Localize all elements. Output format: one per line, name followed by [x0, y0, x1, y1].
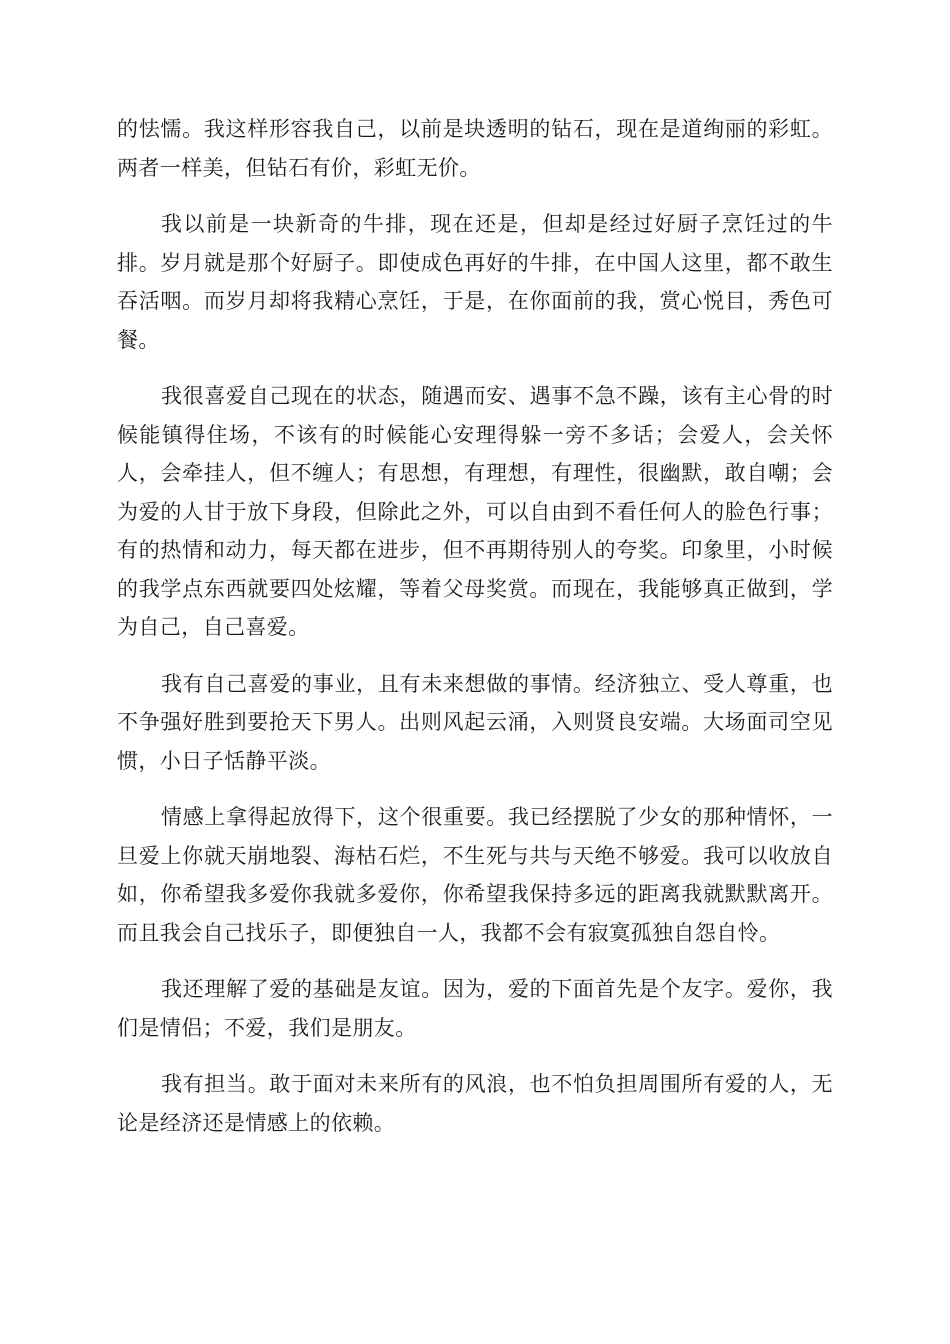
document-body	[117, 110, 833, 1160]
paragraph-2: 我以前是一块新奇的牛排，现在还是，但却是经过好厨子烹饪过的牛排。岁月就是那个好厨子。即使成色再好的牛排，在中国人这里，都不敢生吞活咽。而岁月却将我精心烹饪，于是，在你面前的我，赏心悦目，秀色可餐。	[117, 212, 833, 352]
paragraph-7: 我有担当。敢于面对未来所有的风浪，也不怕负担周围所有爱的人，无论是经济还是情感上的依赖。	[117, 1072, 833, 1135]
paragraph-5: 情感上拿得起放得下，这个很重要。我已经摆脱了少女的那种情怀，一旦爱上你就天崩地裂、海枯石烂，不生死与共与天绝不够爱。我可以收放自如，你希望我多爱你我就多爱你，你希望我保持多远的距离我就默默离开。而且我会自己找乐子，即便独自一人，我都不会有寂寞孤独自怨自怜。	[117, 805, 833, 945]
paragraph-6: 我还理解了爱的基础是友谊。因为，爱的下面首先是个友字。爱你，我们是情侣；不爱，我们是朋友。	[117, 977, 833, 1040]
paragraph-1: 的怯懦。我这样形容我自己，以前是块透明的钻石，现在是道绚丽的彩虹。两者一样美，但钻石有价，彩虹无价。	[117, 117, 833, 180]
paragraph-4: 我有自己喜爱的事业，且有未来想做的事情。经济独立、受人尊重，也不争强好胜到要抢天下男人。出则风起云涌，入则贤良安端。大场面司空见惯，小日子恬静平淡。	[117, 671, 833, 773]
paragraph-3: 我很喜爱自己现在的状态，随遇而安、遇事不急不躁，该有主心骨的时候能镇得住场，不该有的时候能心安理得躲一旁不多话；会爱人，会关怀人，会牵挂人，但不缠人；有思想，有理想，有理性，很幽默，敢自嘲；会为爱的人甘于放下身段，但除此之外，可以自由到不看任何人的脸色行事；有的热情和动力，每天都在进步，但不再期待别人的夸奖。印象里，小时候的我学点东西就要四处炫耀，等着父母奖赏。而现在，我能够真正做到，学为自己，自己喜爱。	[117, 384, 833, 639]
